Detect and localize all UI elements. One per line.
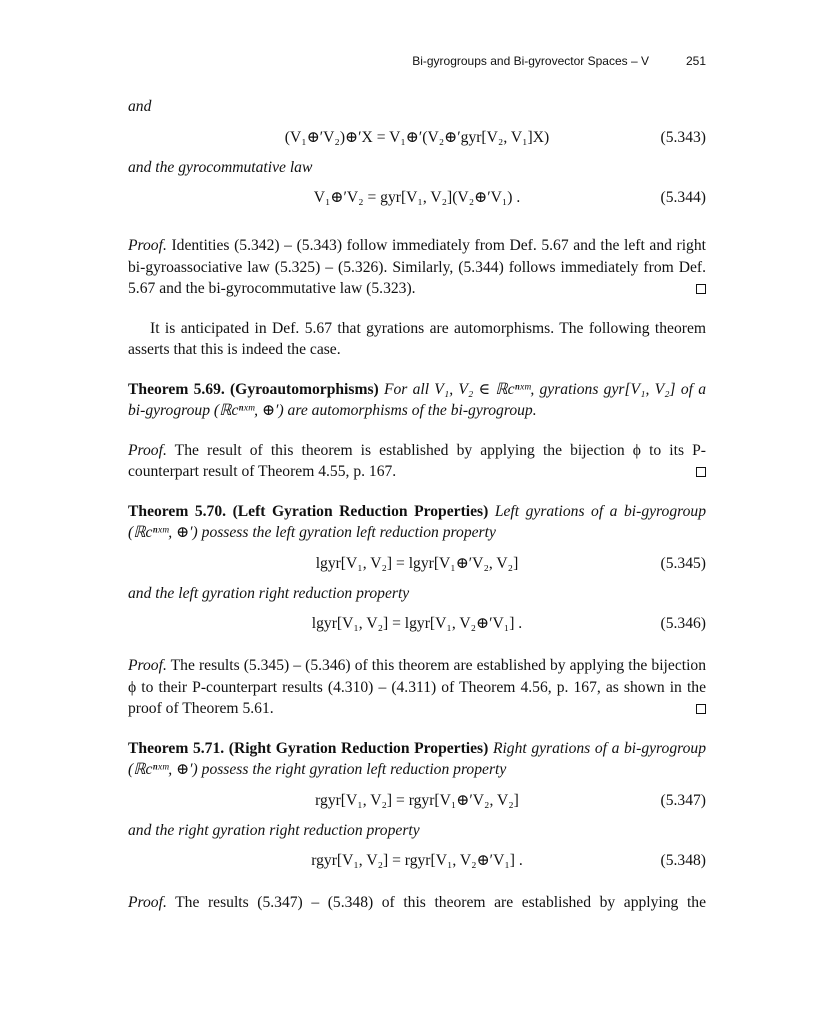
equation-number: (5.345) [660,554,706,572]
proof-paragraph [128,235,706,300]
theorem-label: Theorem 5.70. (Left Gyration Reduction Properties) [128,502,489,520]
equation-5-343 [128,127,706,149]
proof-text: The result of this theorem is established by applying the bijection ϕ to its P-counterpart result of Theorem 4.55, p. 167. [128,441,706,480]
theorem-label: Theorem 5.69. (Gyroautomorphisms) [128,380,379,398]
theorem-statement: Right gyrations of a bi-gyrogroup (ℝcⁿˣᵐ, ⊕′) possess the right gyration left reduction property [128,739,707,778]
proof-label: Proof. [128,237,167,254]
equation-expression: V₁⊕′V₂ = gyr[V₁, V₂](V₂⊕′V₁) . [313,189,521,206]
proof-text: Identities (5.342) – (5.343) follow immediately from Def. 5.67 and the left and right bi-gyroassociative law (5.325) – (5.326). Similarly, (5.344) follows immediately from Def. 5.67 and the bi-gyrocommutative law (5.323). [128,237,706,297]
theorem-5-70 [128,501,706,544]
body-paragraph: It is anticipated in Def. 5.67 that gyrations are automorphisms. The following theorem asserts that this is indeed the case. [128,319,706,358]
running-header [128,54,706,72]
theorem-5-71 [128,738,706,781]
equation-expression: lgyr[V₁, V₂] = lgyr[V₁⊕′V₂, V₂] [315,554,519,572]
equation-5-348 [128,850,706,872]
theorem-5-69 [128,379,706,422]
equation-expression: rgyr[V₁, V₂] = rgyr[V₁, V₂⊕′V₁] . [311,852,523,869]
equation-expression: rgyr[V₁, V₂] = rgyr[V₁⊕′V₂, V₂] [315,791,519,809]
connective-text: and the gyrocommutative law [128,158,313,176]
qed-box [696,467,706,477]
equation-5-346 [128,613,706,635]
qed-box [696,704,706,714]
page-body [128,96,706,935]
theorem-label: Theorem 5.71. (Right Gyration Reduction Properties) [128,739,489,757]
connective-text: and the left gyration right reduction property [128,584,410,602]
connective-text: and [128,98,152,115]
proof-label: Proof. [128,441,167,459]
equation-number: (5.344) [660,189,706,206]
connective-text: and the right gyration right reduction property [128,821,420,839]
equation-number: (5.347) [660,791,706,809]
equation-5-344 [128,187,706,209]
proof-paragraph [128,892,706,935]
theorem-statement: For all V₁, V₂ ∈ ℝcⁿˣᵐ, gyrations gyr[V₁, V₂] of a bi-gyrogroup (ℝcⁿˣᵐ, ⊕′) are automorphisms of the bi-gyrogroup. [128,380,706,419]
equation-number: (5.343) [660,128,706,146]
proof-paragraph [128,440,706,483]
proof-text: The results (5.347) – (5.348) of this theorem are established by applying the [175,894,706,911]
page-number: 251 [685,54,706,68]
proof-label: Proof. [128,657,167,674]
equation-5-345 [128,553,706,575]
qed-box [696,284,706,294]
equation-expression: (V₁⊕′V₂)⊕′X = V₁⊕′(V₂⊕′gyr[V₂, V₁]X) [284,128,550,146]
theorem-statement: Left gyrations of a bi-gyrogroup (ℝcⁿˣᵐ, ⊕′) possess the left gyration left reduction property [128,502,706,541]
equation-expression: lgyr[V₁, V₂] = lgyr[V₁, V₂⊕′V₁] . [311,615,523,632]
proof-paragraph [128,655,706,720]
equation-number: (5.348) [660,852,706,869]
running-title: Bi-gyrogroups and Bi-gyrovector Spaces – V [412,54,649,68]
proof-text: The results (5.345) – (5.346) of this theorem are established by applying the bijection ϕ to their P-counterpart results (4.310) – (4.311) of Theorem 4.56, p. 167, as shown in the proof of Theorem 5.61. [128,657,706,717]
equation-number: (5.346) [660,615,706,632]
equation-5-347 [128,790,706,812]
proof-label: Proof. [128,894,167,911]
